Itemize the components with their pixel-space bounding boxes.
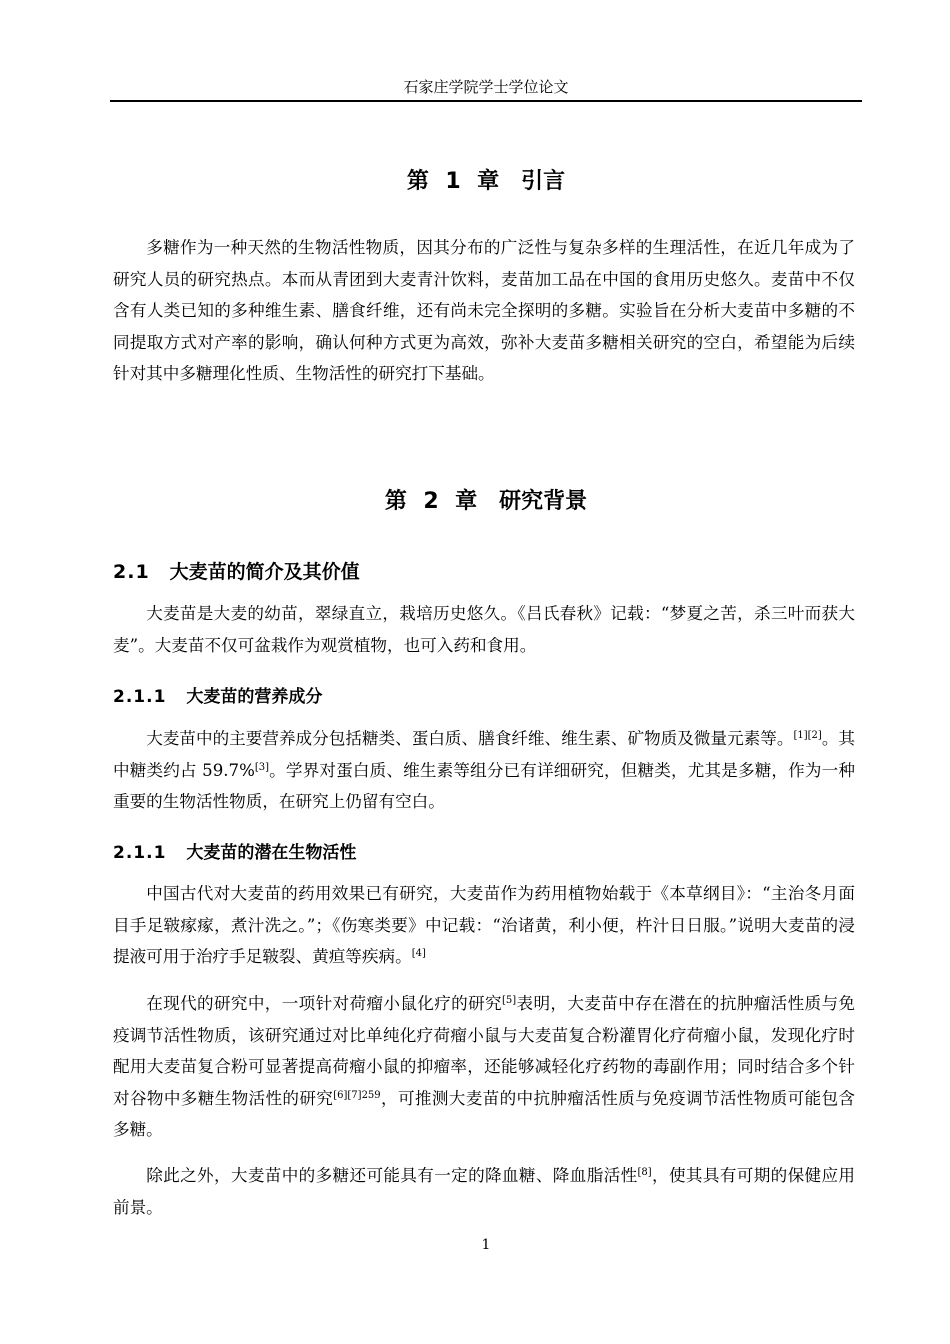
section-2-1-heading [113, 560, 360, 584]
bioactivity-p2-text-a: 在现代的研究中，一项针对荷瘤小鼠化疗的研究 [146, 994, 502, 1013]
chapter-1-title: 第 1 章 引言 [406, 169, 566, 194]
bioactivity-p3-text-b: ，使其具有可期的保健应用前景。 [113, 1166, 856, 1217]
subsection-number: 2.1.1 [113, 687, 167, 707]
subsection-title-text: 大麦苗的潜在生物活性 [186, 843, 357, 863]
bioactivity-p3-text-a: 除此之外，大麦苗中的多糖还可能具有一定的降血糖、降血脂活性 [146, 1166, 638, 1185]
section-2-1-paragraph: 大麦苗是大麦的幼苗，翠绿直立，栽培历史悠久。《吕氏春秋》记载：“梦夏之苦，杀三叶而获大麦”。大麦苗不仅可盆栽作为观赏植物，也可入药和食用。 [113, 604, 855, 655]
section-title-text: 大麦苗的简介及其价值 [169, 561, 360, 583]
nutrition-paragraph [113, 723, 855, 818]
citation-3: [3] [254, 761, 270, 773]
citation-4: [4] [411, 948, 426, 960]
nutrition-text-a: 大麦苗中的主要营养成分包括糖类、蛋白质、膳食纤维、维生素、矿物质及微量元素等。 [146, 729, 794, 748]
subsection-number: 2.1.1 [113, 843, 167, 863]
page-number: 1 [481, 1237, 491, 1253]
bioactivity-paragraph-3 [113, 1160, 855, 1223]
subsection-bioactivity-heading [113, 842, 356, 864]
bioactivity-p2-text-b: 表明，大麦苗中存在潜在的抗肿瘤活性质与免疫调节活性物质，该研究通过对比单纯化疗荷瘤小鼠与大麦苗复合粉灌胃化疗荷瘤小鼠，发现化疗时配用大麦苗复合粉可显著提高荷瘤小鼠的抑瘤率，还能够减轻化疗药物的毒副作用；同时结合多个针对谷物中多糖生物活性的研究 [113, 994, 856, 1108]
bioactivity-p1-text: 中国古代对大麦苗的药用效果已有研究，大麦苗作为药用植物始载于《本草纲目》：“主治冬月面目手足皲瘃瘃，煮汁洗之。”；《伤寒类要》中记载：“治诸黄，利小便，杵汁日日服。”说明大麦苗的浸提液可用于治疗手足皲裂、黄疸等疾病。 [113, 884, 855, 967]
citation-5: [5] [501, 995, 517, 1006]
chapter-1-paragraph: 多糖作为一种天然的生物活性物质，因其分布的广泛性与复杂多样的生理活性，在近几年成为了研究人员的研究热点。本而从青团到大麦青汁饮料，麦苗加工品在中国的食用历史悠久。麦苗中不仅含有人类已知的多种维生素、膳食纤维，还有尚未完全探明的多糖。实验旨在分析大麦苗中多糖的不同提取方式对产率的影响，确认何种方式更为高效，弥补大麦苗多糖相关研究的空白，希望能为后续针对其中多糖理化性质、生物活性的研究打下基础。 [113, 238, 855, 384]
running-header: 石家庄学院学士学位论文 [403, 78, 569, 96]
chapter-2-title: 第 2 章 研究背景 [384, 489, 588, 514]
subsection-title-text: 大麦苗的营养成分 [186, 687, 323, 707]
citation-8: [8] [637, 1167, 652, 1178]
bioactivity-paragraph-1 [113, 878, 855, 973]
nutrition-text-c: 。学界对蛋白质、维生素等组分已有详细研究，但糖类，尤其是多糖，作为一种重要的生物活性物质，在研究上仍留有空白。 [113, 760, 855, 812]
citation-1-2: [1][2] [793, 730, 822, 741]
subsection-nutrition-heading [113, 686, 322, 708]
bioactivity-paragraph-2 [113, 988, 855, 1146]
nutrition-text-b: 。其中糖类约占 59.7% [113, 729, 856, 780]
bioactivity-p2-text-c: ，可推测大麦苗的中抗肿瘤活性质与免疫调节活性物质可能包含多糖。 [113, 1088, 856, 1140]
section-number: 2.1 [113, 561, 150, 583]
citation-6-7: [6][7]259 [333, 1089, 381, 1101]
header-rule [110, 100, 862, 102]
